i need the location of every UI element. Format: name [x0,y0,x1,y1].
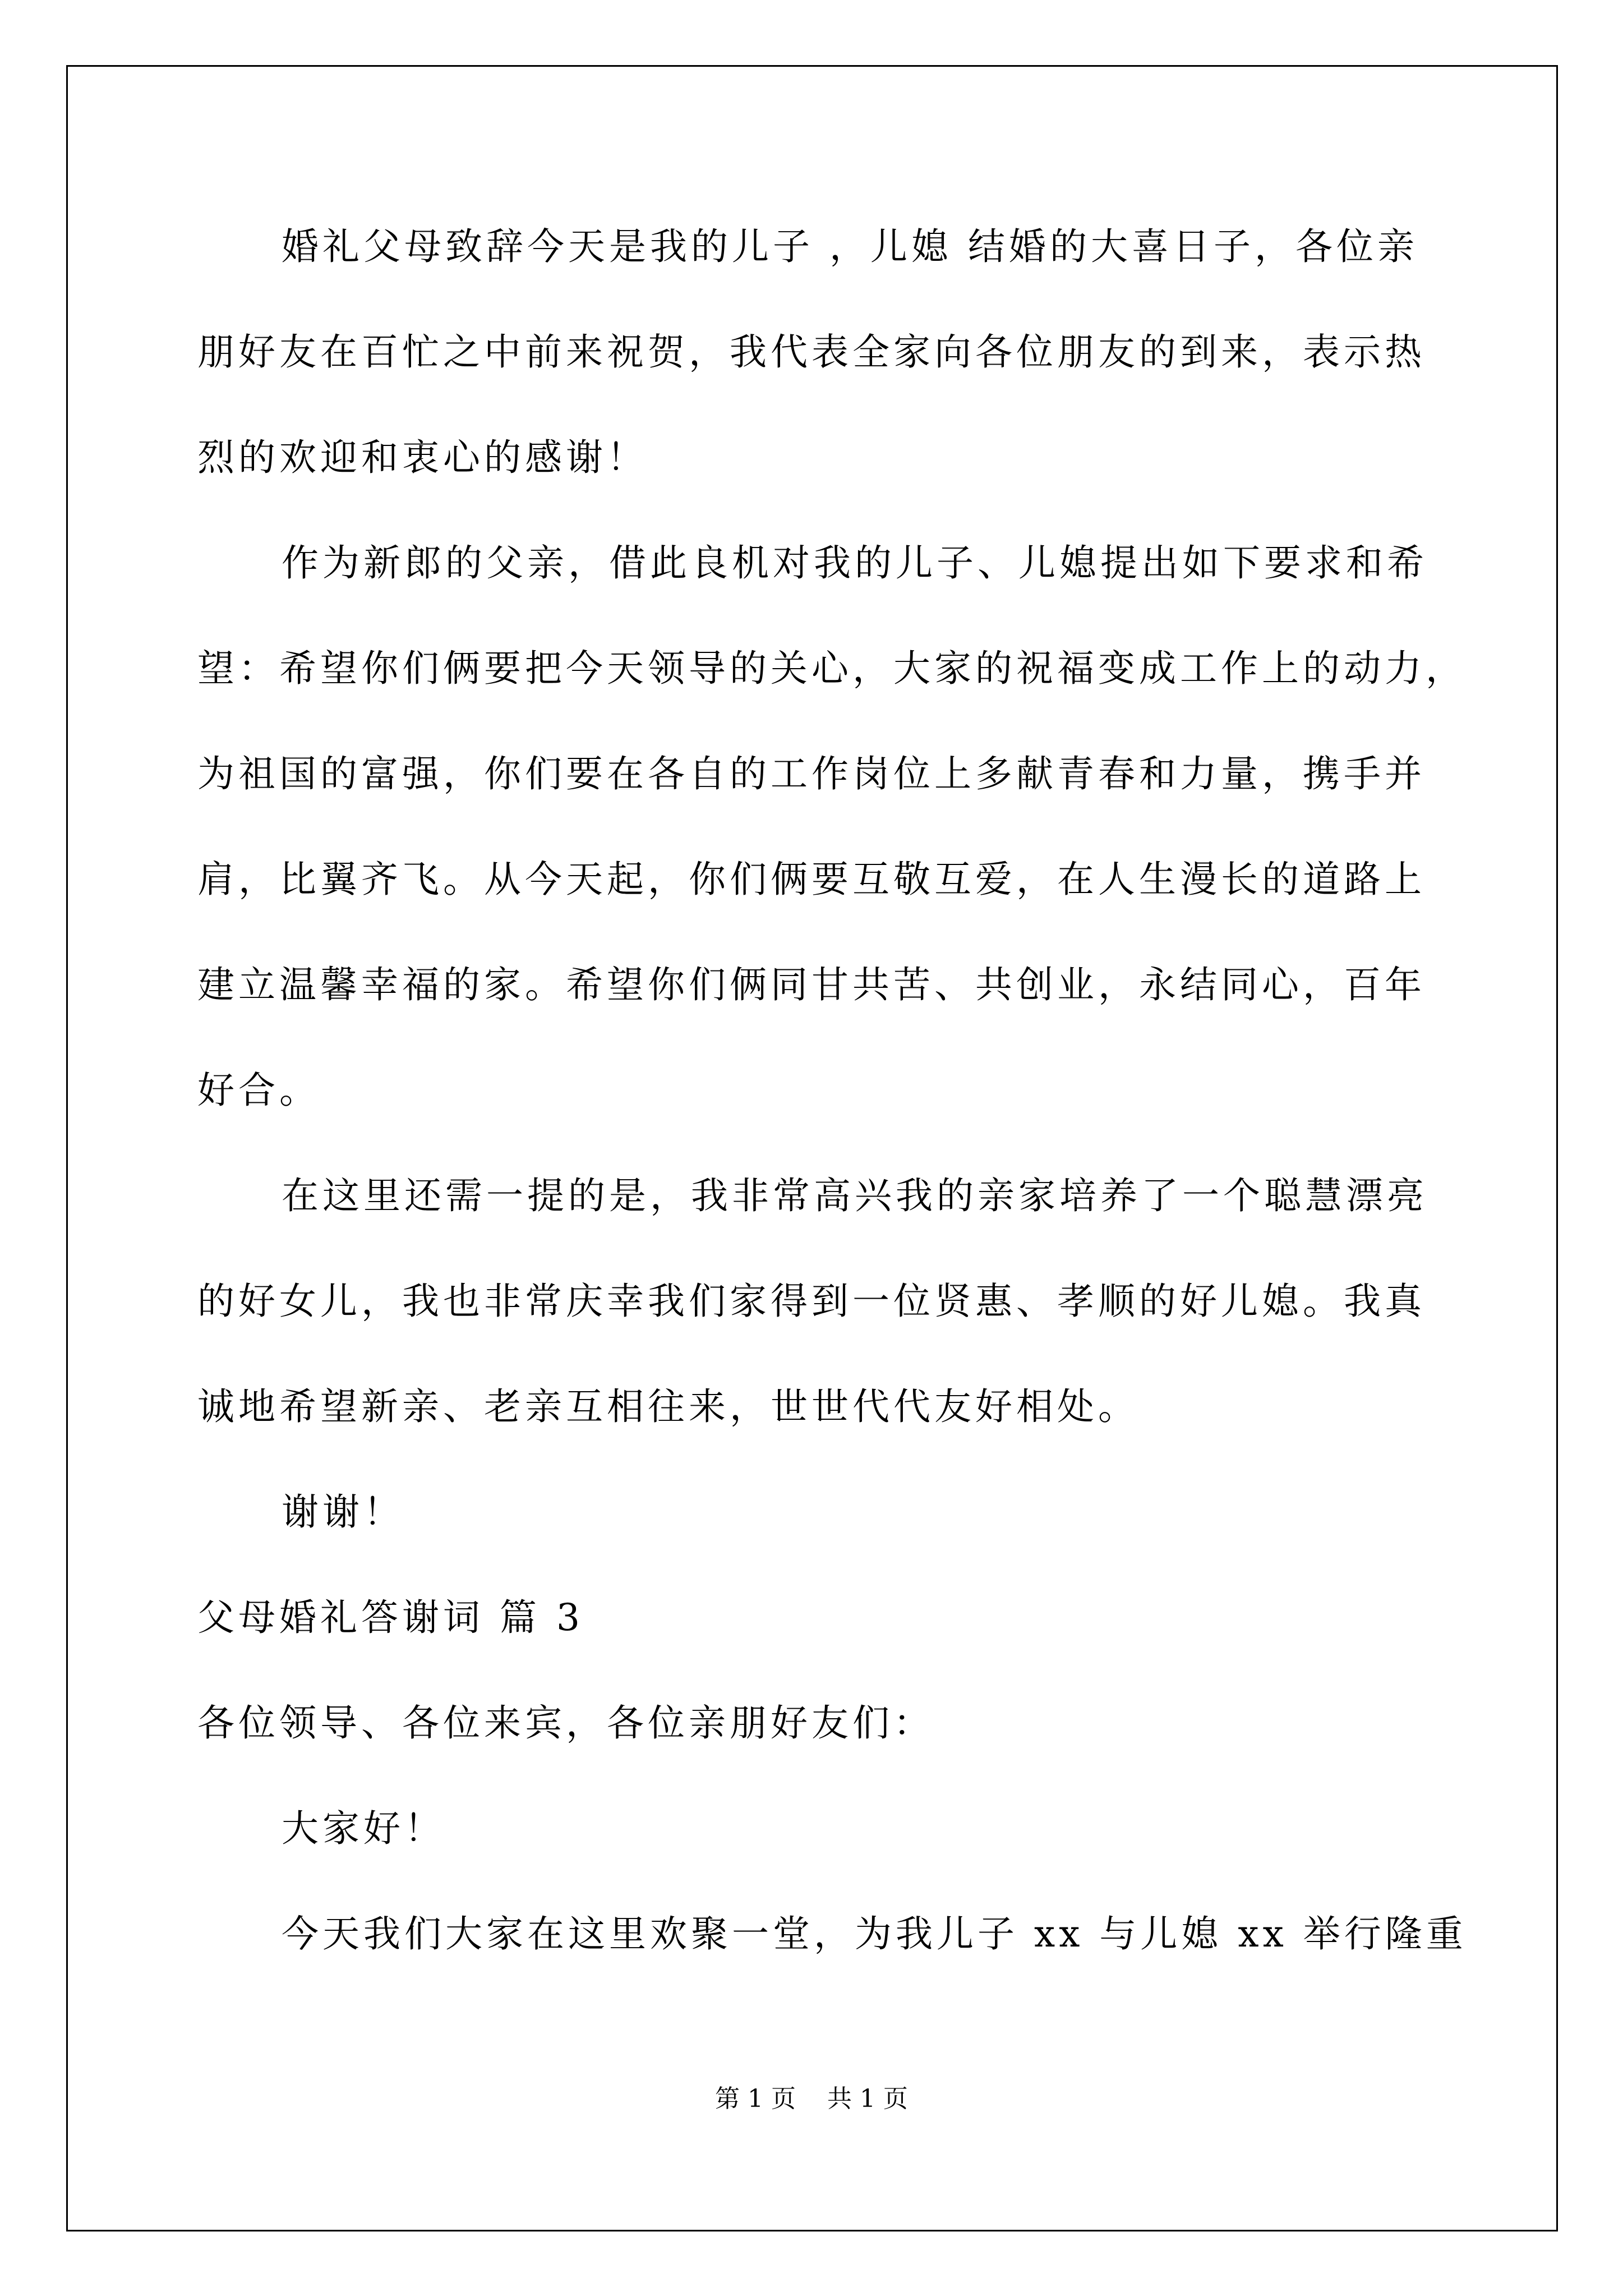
paragraph-line: 今天我们大家在这里欢聚一堂，为我儿子 xx 与儿媳 xx 举行隆重 [282,1912,1467,1955]
paragraph-line: 建立温馨幸福的家。希望你们俩同甘共苦、共创业，永结同心，百年 [197,963,1426,1006]
paragraph-line: 作为新郎的父亲，借此良机对我的儿子、儿媳提出如下要求和希 [282,541,1428,585]
paragraph-line: 婚礼父母致辞今天是我的儿子 ，儿媳 结婚的大喜日子，各位亲 [282,225,1418,268]
paragraph-line: 在这里还需一提的是，我非常高兴我的亲家培养了一个聪慧漂亮 [282,1174,1428,1217]
paragraph-line: 大家好！ [282,1807,445,1850]
salutation-line: 各位领导、各位来宾，各位亲朋好友们： [197,1701,934,1745]
paragraph-line: 为祖国的富强，你们要在各自的工作岗位上多献青春和力量，携手并 [197,752,1426,795]
paragraph-line: 烈的欢迎和衷心的感谢！ [197,436,648,479]
paragraph-line: 的好女儿，我也非常庆幸我们家得到一位贤惠、孝顺的好儿媳。我真 [197,1280,1426,1323]
section-heading: 父母婚礼答谢词 篇 3 [197,1596,584,1639]
paragraph-line: 诚地希望新亲、老亲互相往来，世世代代友好相处。 [197,1385,1139,1428]
paragraph-line: 谢谢！ [282,1490,404,1534]
paragraph-line: 朋好友在百忙之中前来祝贺，我代表全家向各位朋友的到来，表示热 [197,330,1426,374]
paragraph-line: 望：希望你们俩要把今天领导的关心，大家的祝福变成工作上的动力， [197,647,1467,690]
paragraph-line: 肩，比翼齐飞。从今天起，你们俩要互敬互爱，在人生漫长的道路上 [197,858,1426,901]
paragraph-line: 好合。 [197,1069,320,1112]
page-footer: 第 1 页 共 1 页 [715,2085,908,2113]
